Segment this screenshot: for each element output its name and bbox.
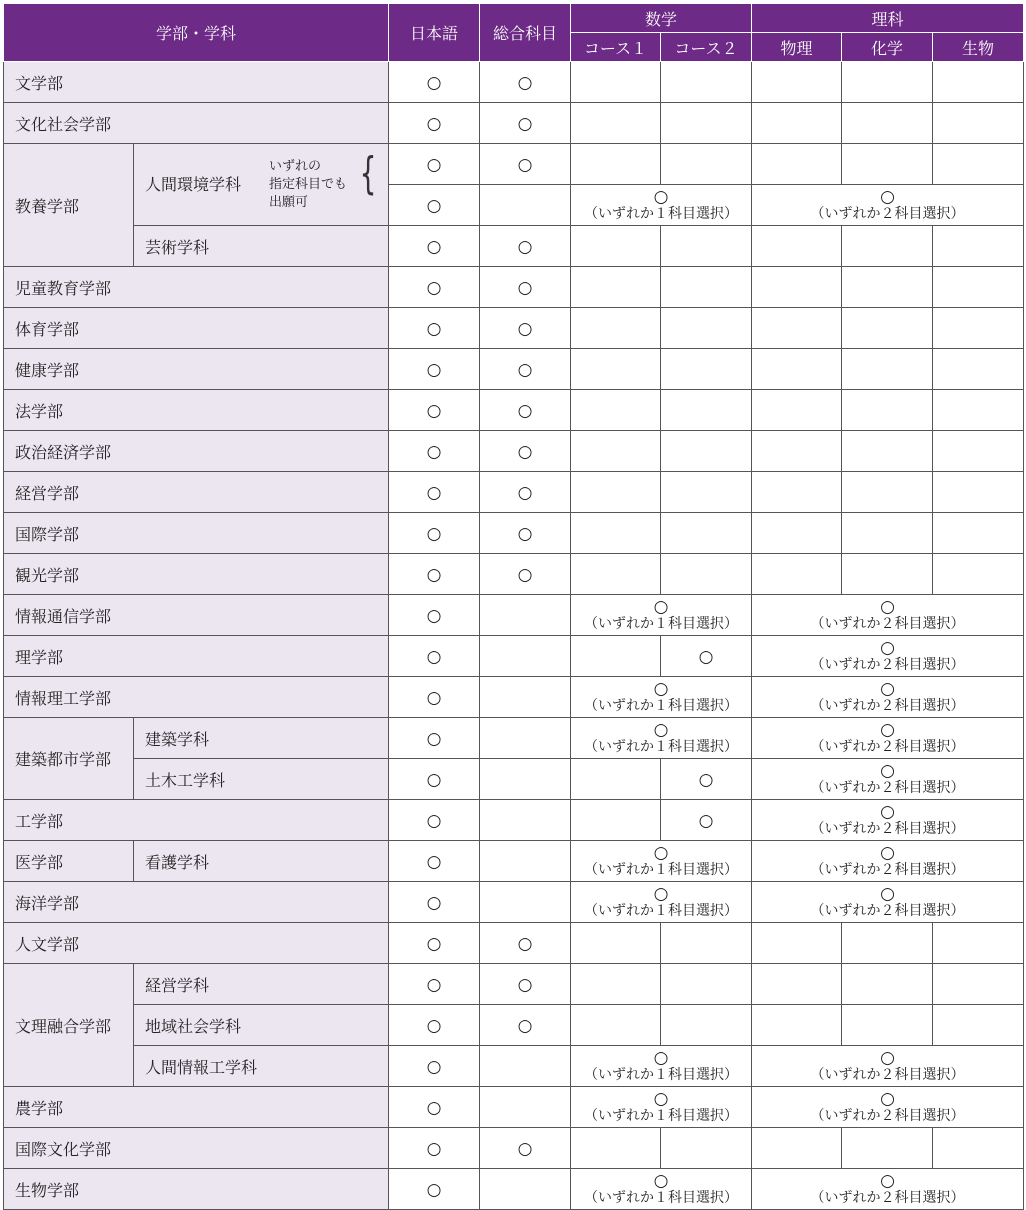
header-physics: 物理 [752, 33, 842, 62]
science-select-note: （いずれか２科目選択） [810, 1108, 965, 1124]
table-row [4, 390, 1024, 431]
table-row [4, 923, 1024, 964]
circle-mark: ○ [426, 687, 442, 708]
circle-mark: ○ [880, 597, 895, 617]
dept-label: 人間環境学科 [145, 175, 242, 194]
circle-mark: ○ [426, 1179, 442, 1200]
circle-mark: ○ [880, 843, 895, 863]
math-select-note: （いずれか１科目選択） [584, 903, 739, 919]
circle-mark: ○ [426, 318, 442, 339]
math-select-note: （いずれか１科目選択） [584, 206, 739, 222]
faculty-label: 法学部 [4, 390, 389, 431]
circle-mark: ○ [880, 1048, 895, 1068]
faculty-label: 人文学部 [4, 923, 389, 964]
circle-mark: ○ [880, 187, 895, 207]
circle-mark: ○ [426, 277, 442, 298]
circle-mark: ○ [653, 843, 669, 863]
math-select-note: （いずれか１科目選択） [584, 1067, 739, 1083]
circle-mark: ○ [426, 154, 442, 175]
science-select-note: （いずれか２科目選択） [810, 780, 965, 796]
circle-mark: ○ [880, 638, 895, 658]
circle-mark: ○ [517, 1015, 533, 1036]
faculty-label: 文化社会学部 [4, 103, 389, 144]
science-select-note: （いずれか２科目選択） [810, 903, 965, 919]
circle-mark: ○ [426, 646, 442, 667]
circle-mark: ○ [880, 679, 895, 699]
circle-mark: ○ [653, 720, 669, 740]
faculty-label: 工学部 [4, 800, 389, 841]
header-chemistry: 化学 [842, 33, 933, 62]
circle-mark: ○ [880, 761, 895, 781]
faculty-label: 体育学部 [4, 308, 389, 349]
faculty-label: 理学部 [4, 636, 389, 677]
dept-label: 地域社会学科 [134, 1005, 389, 1046]
circle-mark: ○ [517, 564, 533, 585]
circle-mark: ○ [426, 933, 442, 954]
science-select-note: （いずれか２科目選択） [810, 739, 965, 755]
circle-mark: ○ [517, 933, 533, 954]
table-row [4, 964, 1024, 1005]
science-select-note: （いずれか２科目選択） [810, 1190, 965, 1206]
circle-mark: ○ [426, 359, 442, 380]
circle-mark: ○ [880, 720, 895, 740]
table-row [4, 882, 1024, 923]
dept-label: 経営学科 [134, 964, 389, 1005]
header-course2: コース２ [661, 33, 752, 62]
circle-mark: ○ [698, 810, 714, 831]
requirements-table [3, 3, 1024, 1210]
table-row [4, 1046, 1024, 1087]
circle-mark: ○ [426, 195, 442, 216]
dept-label: 建築学科 [134, 718, 389, 759]
table-row [4, 800, 1024, 841]
circle-mark: ○ [426, 769, 442, 790]
faculty-label: 建築都市学部 [4, 718, 134, 800]
circle-mark: ○ [426, 974, 442, 995]
table-row [4, 513, 1024, 554]
faculty-label: 観光学部 [4, 554, 389, 595]
table-row [4, 144, 1024, 185]
circle-mark: ○ [653, 884, 669, 904]
circle-mark: ○ [517, 154, 533, 175]
faculty-label: 医学部 [4, 841, 134, 882]
header-general: 総合科目 [480, 4, 571, 62]
circle-mark: ○ [880, 802, 895, 822]
math-select-note: （いずれか１科目選択） [584, 1108, 739, 1124]
circle-mark: ○ [517, 277, 533, 298]
table-row [4, 308, 1024, 349]
circle-mark: ○ [653, 597, 669, 617]
circle-mark: ○ [517, 482, 533, 503]
circle-mark: ○ [426, 72, 442, 93]
faculty-label: 農学部 [4, 1087, 389, 1128]
faculty-label: 海洋学部 [4, 882, 389, 923]
faculty-label: 文学部 [4, 62, 389, 103]
circle-mark: ○ [517, 1138, 533, 1159]
faculty-label: 情報理工学部 [4, 677, 389, 718]
table-row [4, 1005, 1024, 1046]
science-select-note: （いずれか２科目選択） [810, 657, 965, 673]
circle-mark: ○ [426, 810, 442, 831]
faculty-label: 国際文化学部 [4, 1128, 389, 1169]
faculty-label: 健康学部 [4, 349, 389, 390]
circle-mark: ○ [698, 769, 714, 790]
faculty-label: 生物学部 [4, 1169, 389, 1210]
brace-icon: { [359, 148, 377, 199]
table-row [4, 718, 1024, 759]
table-row [4, 1128, 1024, 1169]
circle-mark: ○ [426, 1097, 442, 1118]
circle-mark: ○ [426, 113, 442, 134]
circle-mark: ○ [517, 72, 533, 93]
faculty-label: 文理融合学部 [4, 964, 134, 1087]
science-select-note: （いずれか２科目選択） [810, 821, 965, 837]
dept-label: 土木工学科 [134, 759, 389, 800]
circle-mark: ○ [653, 679, 669, 699]
circle-mark: ○ [653, 1089, 669, 1109]
faculty-label: 政治経済学部 [4, 431, 389, 472]
circle-mark: ○ [880, 1089, 895, 1109]
circle-mark: ○ [880, 1171, 895, 1191]
circle-mark: ○ [517, 236, 533, 257]
table-row [4, 636, 1024, 677]
table-row [4, 226, 1024, 267]
circle-mark: ○ [517, 441, 533, 462]
math-select-note: （いずれか１科目選択） [584, 698, 739, 714]
circle-mark: ○ [517, 318, 533, 339]
table-row [4, 431, 1024, 472]
circle-mark: ○ [880, 884, 895, 904]
circle-mark: ○ [426, 564, 442, 585]
circle-mark: ○ [698, 646, 714, 667]
circle-mark: ○ [517, 523, 533, 544]
circle-mark: ○ [517, 359, 533, 380]
faculty-label: 国際学部 [4, 513, 389, 554]
faculty-label: 教養学部 [4, 144, 134, 267]
dept-label: 芸術学科 [134, 226, 389, 267]
circle-mark: ○ [426, 482, 442, 503]
circle-mark: ○ [653, 187, 669, 207]
science-select-note: （いずれか２科目選択） [810, 206, 965, 222]
dept-note-cell [134, 144, 389, 226]
circle-mark: ○ [426, 1015, 442, 1036]
header-biology: 生物 [933, 33, 1024, 62]
table-row [4, 349, 1024, 390]
circle-mark: ○ [426, 236, 442, 257]
circle-mark: ○ [653, 1048, 669, 1068]
circle-mark: ○ [426, 1056, 442, 1077]
dept-label: 看護学科 [134, 841, 389, 882]
math-select-note: （いずれか１科目選択） [584, 739, 739, 755]
header-course1: コース１ [571, 33, 661, 62]
table-row [4, 1169, 1024, 1210]
dept-label: 人間情報工学科 [134, 1046, 389, 1087]
circle-mark: ○ [426, 851, 442, 872]
circle-mark: ○ [426, 523, 442, 544]
circle-mark: ○ [517, 113, 533, 134]
header-dept: 学部・学科 [4, 4, 389, 62]
circle-mark: ○ [426, 441, 442, 462]
header-science: 理科 [752, 4, 1024, 33]
table-row [4, 595, 1024, 636]
math-select-note: （いずれか１科目選択） [584, 862, 739, 878]
circle-mark: ○ [426, 892, 442, 913]
table-row [4, 62, 1024, 103]
note-full [0, 0, 1, 1]
table-row [4, 1087, 1024, 1128]
faculty-label: 情報通信学部 [4, 595, 389, 636]
table-row [4, 554, 1024, 595]
table-row [4, 472, 1024, 513]
circle-mark: ○ [426, 400, 442, 421]
circle-mark: ○ [426, 1138, 442, 1159]
circle-mark: ○ [517, 400, 533, 421]
math-select-note: （いずれか１科目選択） [584, 1190, 739, 1206]
circle-mark: ○ [517, 974, 533, 995]
circle-mark: ○ [426, 605, 442, 626]
table-row [4, 841, 1024, 882]
science-select-note: （いずれか２科目選択） [810, 862, 965, 878]
faculty-label: 児童教育学部 [4, 267, 389, 308]
science-select-note: （いずれか２科目選択） [810, 698, 965, 714]
note-text: いずれの 指定科目でも 出願可 [269, 158, 348, 210]
table-row [4, 267, 1024, 308]
table-row [4, 677, 1024, 718]
table-row [4, 103, 1024, 144]
header-math: 数学 [571, 4, 752, 33]
table-row [4, 759, 1024, 800]
header-japanese: 日本語 [389, 4, 480, 62]
science-select-note: （いずれか２科目選択） [810, 1067, 965, 1083]
circle-mark: ○ [653, 1171, 669, 1191]
faculty-label: 経営学部 [4, 472, 389, 513]
circle-mark: ○ [426, 728, 442, 749]
science-select-note: （いずれか２科目選択） [810, 616, 965, 632]
math-select-note: （いずれか１科目選択） [584, 616, 739, 632]
